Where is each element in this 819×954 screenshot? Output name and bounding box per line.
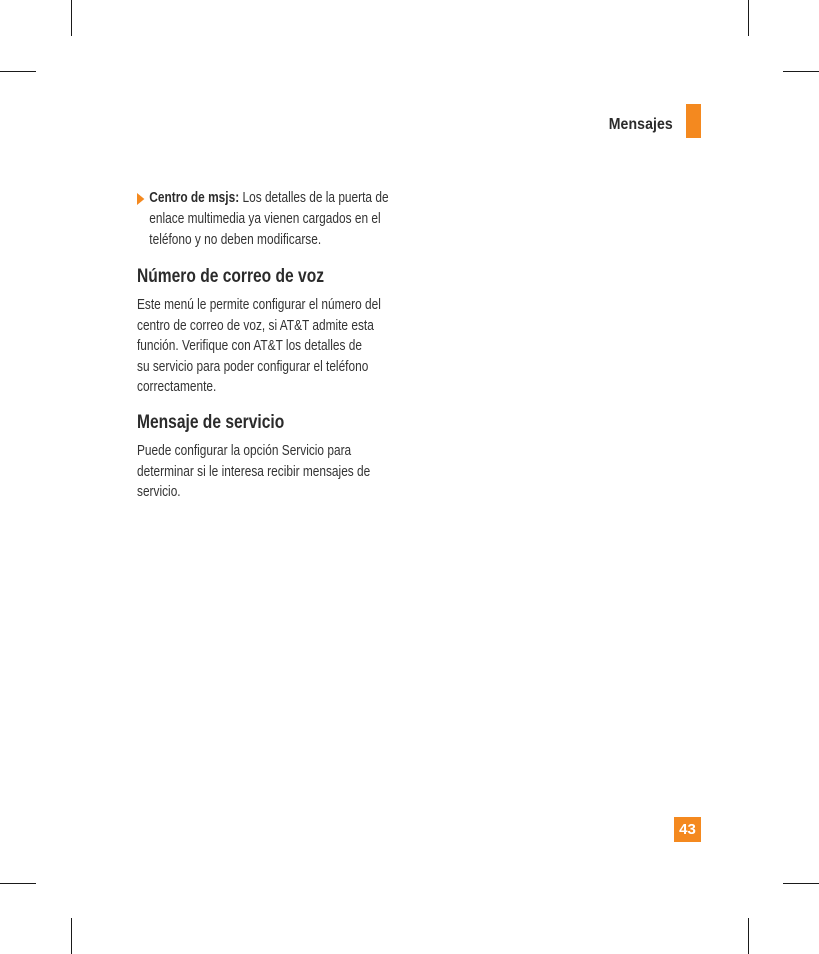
paragraph-line: su servicio para poder configurar el teléfono: [137, 358, 369, 375]
paragraph-line: centro de correo de voz, si AT&T admite esta: [137, 317, 374, 334]
bullet-text-line-2: enlace multimedia ya vienen cargados en el: [149, 211, 381, 227]
crop-mark-top-left-horizontal: [0, 71, 36, 72]
crop-mark-bottom-right-horizontal: [783, 883, 819, 884]
section-voicemail-body: [137, 295, 467, 398]
bullet-term: Centro de msjs:: [149, 190, 240, 206]
bullet-item-centro-de-msjs: [137, 188, 408, 251]
crop-mark-bottom-left-vertical: [71, 918, 72, 954]
section-service-message: [137, 411, 467, 435]
section-service-message-body: [137, 441, 467, 503]
crop-mark-top-right-horizontal: [783, 71, 819, 72]
paragraph-line: función. Verifique con AT&T los detalles de: [137, 338, 362, 354]
page-number: 43: [674, 817, 701, 842]
bullet-list: [137, 188, 427, 251]
crop-mark-top-left-vertical: [71, 0, 72, 36]
crop-mark-bottom-right-vertical: [748, 918, 749, 954]
bullet-text-line-3: teléfono y no deben modificarse.: [149, 232, 322, 248]
bullet-arrow-icon: [137, 193, 144, 205]
chapter-header: Mensajes: [608, 116, 673, 133]
crop-mark-top-right-vertical: [748, 0, 749, 36]
section-title-voicemail: Número de correo de voz: [137, 266, 325, 287]
section-voicemail: [137, 265, 467, 289]
paragraph-line: servicio.: [137, 484, 181, 500]
paragraph-voicemail: [137, 295, 408, 398]
paragraph-line: Este menú le permite configurar el número del: [137, 297, 381, 313]
crop-mark-bottom-left-horizontal: [0, 883, 36, 884]
bullet-text-line-1: Los detalles de la puerta de: [242, 190, 389, 206]
paragraph-service-message: [137, 441, 408, 503]
paragraph-line: correctamente.: [137, 379, 217, 395]
paragraph-line: Puede configurar la opción Servicio para: [137, 443, 352, 459]
section-title-service-message: Mensaje de servicio: [137, 412, 285, 433]
chapter-tab-marker: [686, 104, 701, 138]
paragraph-line: determinar si le interesa recibir mensajes de: [137, 463, 371, 480]
